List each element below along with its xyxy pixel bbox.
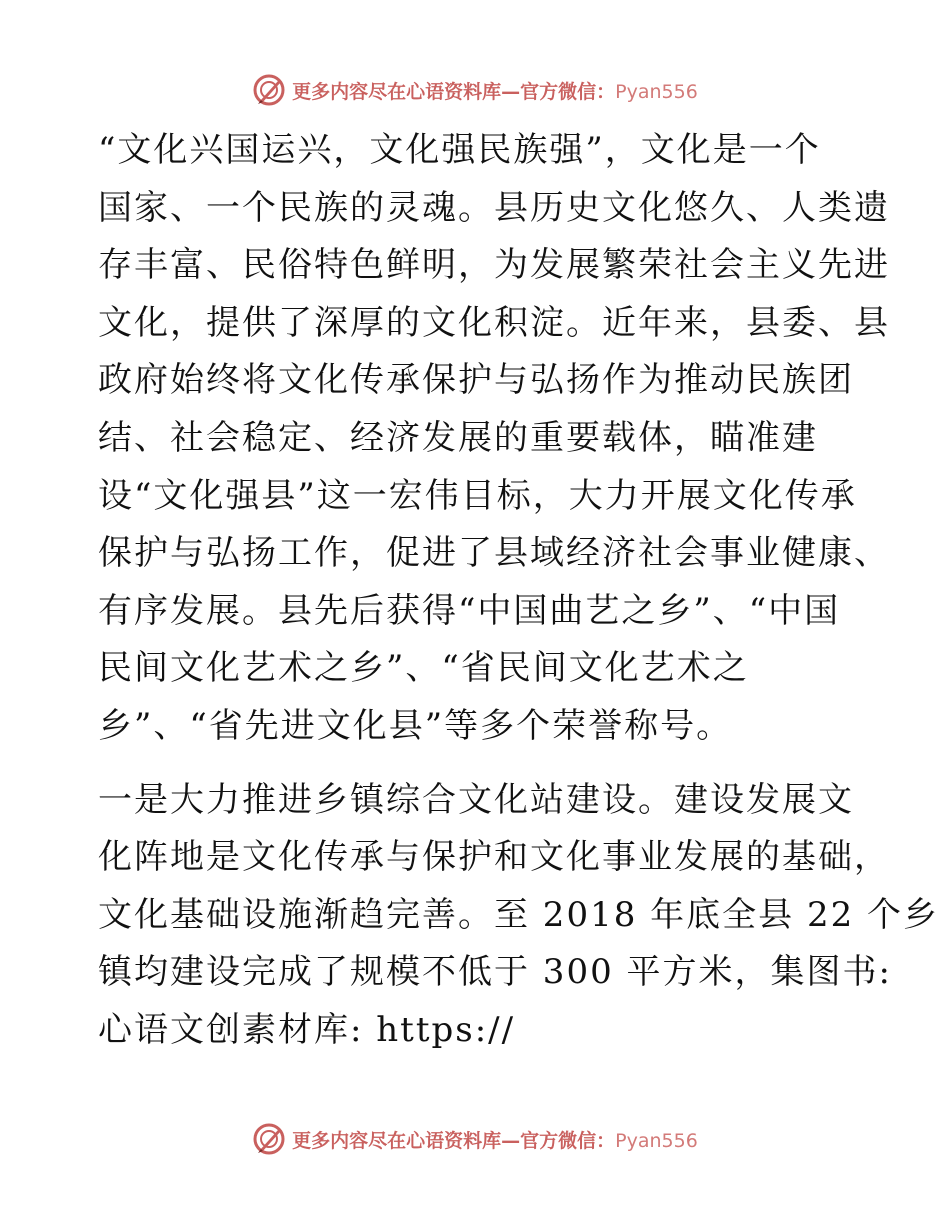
footer-wechat-id: Pyan556 <box>615 1129 698 1152</box>
text-line: 政府始终将文化传承保护与弘扬作为推动民族团 <box>98 360 854 401</box>
footer-banner-text: 更多内容尽在心语资料库—官方微信： <box>292 1129 616 1152</box>
header-wechat-id: Pyan556 <box>615 80 698 103</box>
footer-watermark-banner <box>0 1119 950 1159</box>
header-watermark-banner <box>0 70 950 110</box>
text-line: 结、社会稳定、经济发展的重要载体，瞄准建 <box>98 417 818 458</box>
paragraph-2 <box>98 772 940 1060</box>
text-line: “文化兴国运兴，文化强民族强”，文化是一个 <box>98 130 821 170</box>
paragraph-spacer <box>98 756 858 772</box>
text-line: 保护与弘扬工作，促进了县域经济社会事业健康、 <box>98 533 890 574</box>
pen-logo-icon <box>252 73 286 107</box>
header-banner-text: 更多内容尽在心语资料库—官方微信： <box>292 80 616 103</box>
text-line: 文化，提供了深厚的文化积淀。近年来，县委、县 <box>98 302 890 343</box>
text-line: 有序发展。县先后获得“中国曲艺之乡”、“中国 <box>98 590 841 631</box>
text-line: 镇均建设完成了规模不低于 300 平方米，集图书: <box>98 952 892 993</box>
pen-logo-icon <box>252 1122 286 1156</box>
text-line: 乡”、“省先进文化县”等多个荣誉称号。 <box>98 705 733 746</box>
text-line: 民间文化艺术之乡”、“省民间文化艺术之 <box>98 648 749 689</box>
text-line: 文化基础设施渐趋完善。至 2018 年底全县 22 个乡 <box>98 894 940 935</box>
text-line: 设“文化强县”这一宏伟目标，大力开展文化传承 <box>98 475 857 516</box>
text-line: 一是大力推进乡镇综合文化站建设。建设发展文 <box>98 779 854 820</box>
document-body <box>98 122 940 1060</box>
text-line: 存丰富、民俗特色鲜明，为发展繁荣社会主义先进 <box>98 245 890 286</box>
text-line: 化阵地是文化传承与保护和文化事业发展的基础， <box>98 837 890 878</box>
text-line: 国家、一个民族的灵魂。县历史文化悠久、人类遗 <box>98 187 890 228</box>
text-line: 心语文创素材库: https:// <box>98 1009 516 1050</box>
paragraph-1 <box>98 122 890 756</box>
